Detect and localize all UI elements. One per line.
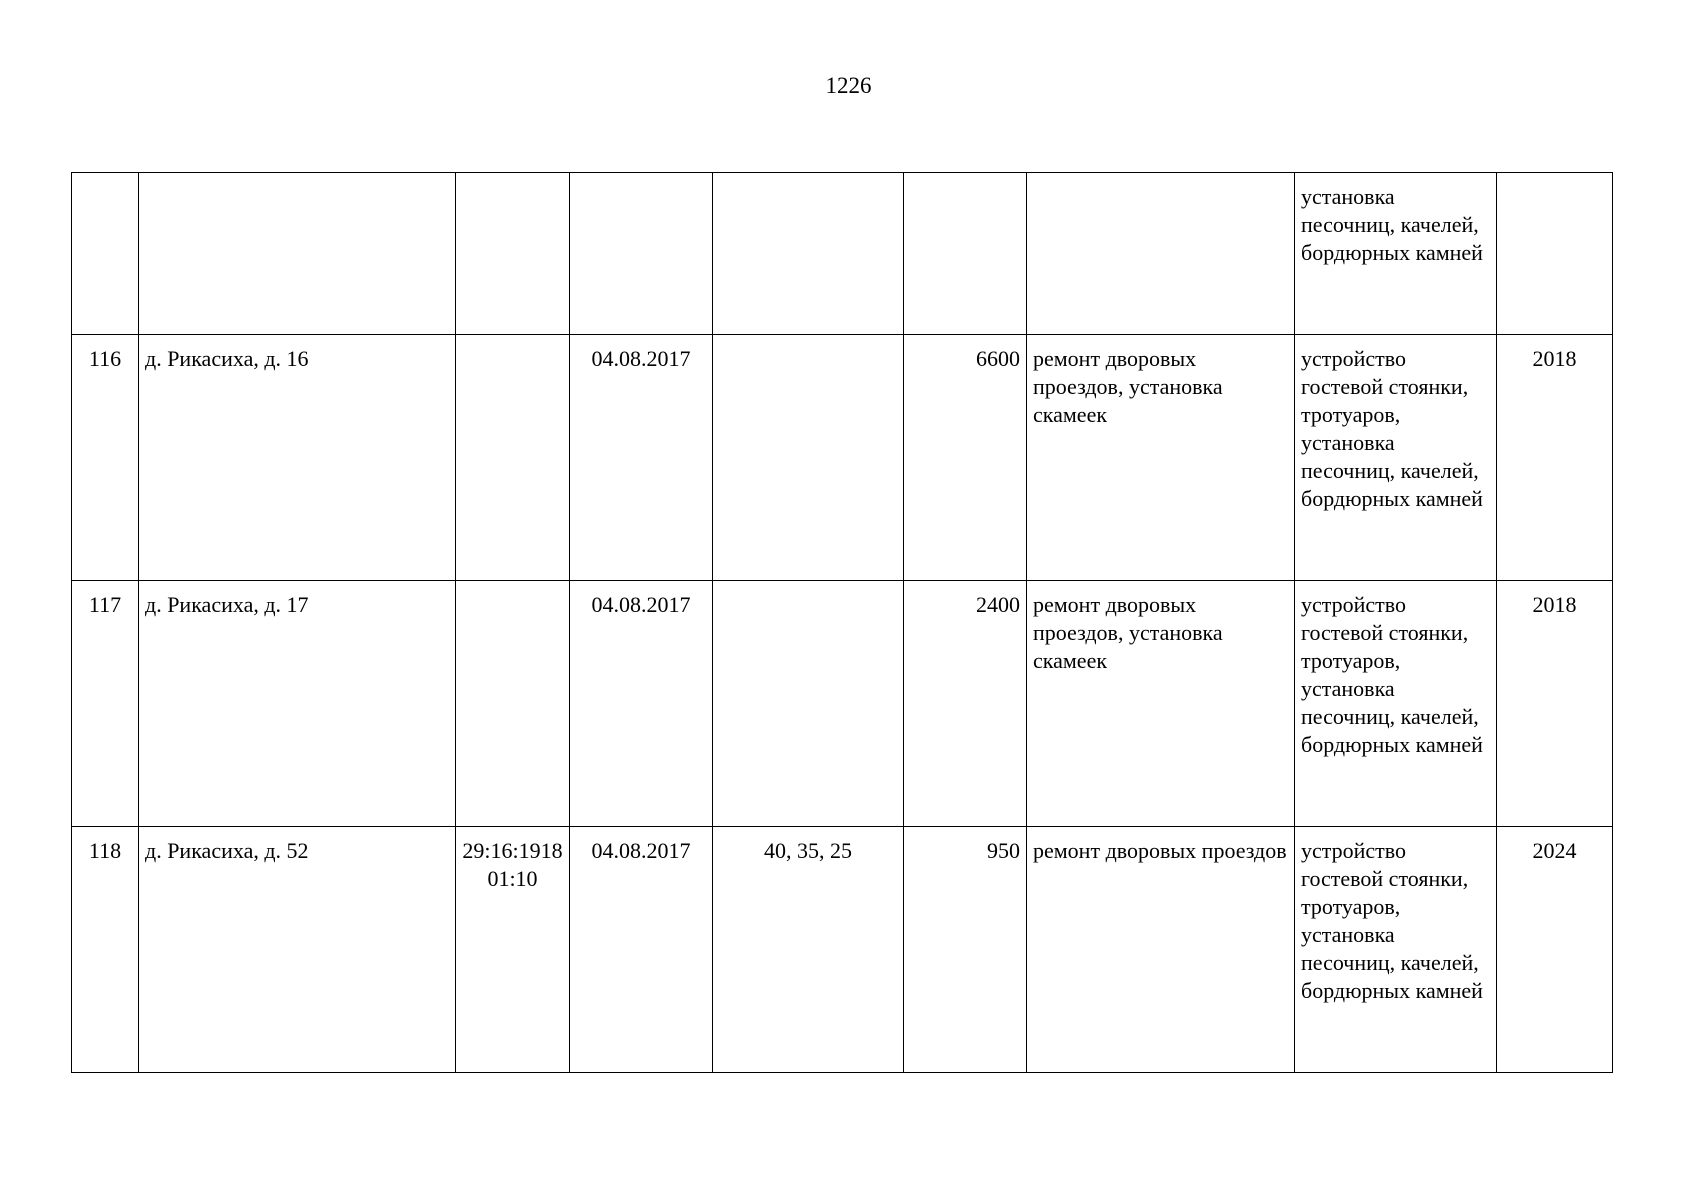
cell-works-min: ремонт дворовых проездов, установка скамеек xyxy=(1027,581,1295,827)
cell-works-extra: установка песочниц, качелей, бордюрных камней xyxy=(1295,173,1497,335)
cell-area: 6600 xyxy=(904,335,1027,581)
cell-sizes xyxy=(713,581,904,827)
table-row xyxy=(72,173,1613,335)
cell-cadastral: 29:16:191801:10 xyxy=(456,827,570,1073)
cell-works-min xyxy=(1027,173,1295,335)
cell-sizes: 40, 35, 25 xyxy=(713,827,904,1073)
cell-address: д. Рикасиха, д. 52 xyxy=(139,827,456,1073)
table-row xyxy=(72,827,1613,1073)
cell-address: д. Рикасиха, д. 17 xyxy=(139,581,456,827)
cell-works-extra: устройство гостевой стоянки, тротуаров, установка песочниц, качелей, бордюрных камней xyxy=(1295,335,1497,581)
cell-year: 2018 xyxy=(1497,581,1613,827)
cell-num: 116 xyxy=(72,335,139,581)
table-row xyxy=(72,335,1613,581)
cell-cadastral xyxy=(456,335,570,581)
cell-num: 117 xyxy=(72,581,139,827)
cell-works-extra: устройство гостевой стоянки, тротуаров, установка песочниц, качелей, бордюрных камней xyxy=(1295,581,1497,827)
cell-year xyxy=(1497,173,1613,335)
improvement-table xyxy=(71,172,1613,1073)
cell-cadastral xyxy=(456,173,570,335)
cell-cadastral xyxy=(456,581,570,827)
cell-area: 2400 xyxy=(904,581,1027,827)
cell-date xyxy=(570,173,713,335)
cell-num xyxy=(72,173,139,335)
cell-date: 04.08.2017 xyxy=(570,335,713,581)
cell-address xyxy=(139,173,456,335)
cell-sizes xyxy=(713,173,904,335)
cell-num: 118 xyxy=(72,827,139,1073)
cell-works-extra: устройство гостевой стоянки, тротуаров, установка песочниц, качелей, бордюрных камней xyxy=(1295,827,1497,1073)
cell-date: 04.08.2017 xyxy=(570,827,713,1073)
page-number: 1226 xyxy=(825,73,872,98)
table-row xyxy=(72,581,1613,827)
cell-year: 2018 xyxy=(1497,335,1613,581)
cell-area xyxy=(904,173,1027,335)
cell-address: д. Рикасиха, д. 16 xyxy=(139,335,456,581)
cell-year: 2024 xyxy=(1497,827,1613,1073)
cell-date: 04.08.2017 xyxy=(570,581,713,827)
cell-works-min: ремонт дворовых проездов, установка скамеек xyxy=(1027,335,1295,581)
cell-sizes xyxy=(713,335,904,581)
cell-works-min: ремонт дворовых проездов xyxy=(1027,827,1295,1073)
cell-area: 950 xyxy=(904,827,1027,1073)
